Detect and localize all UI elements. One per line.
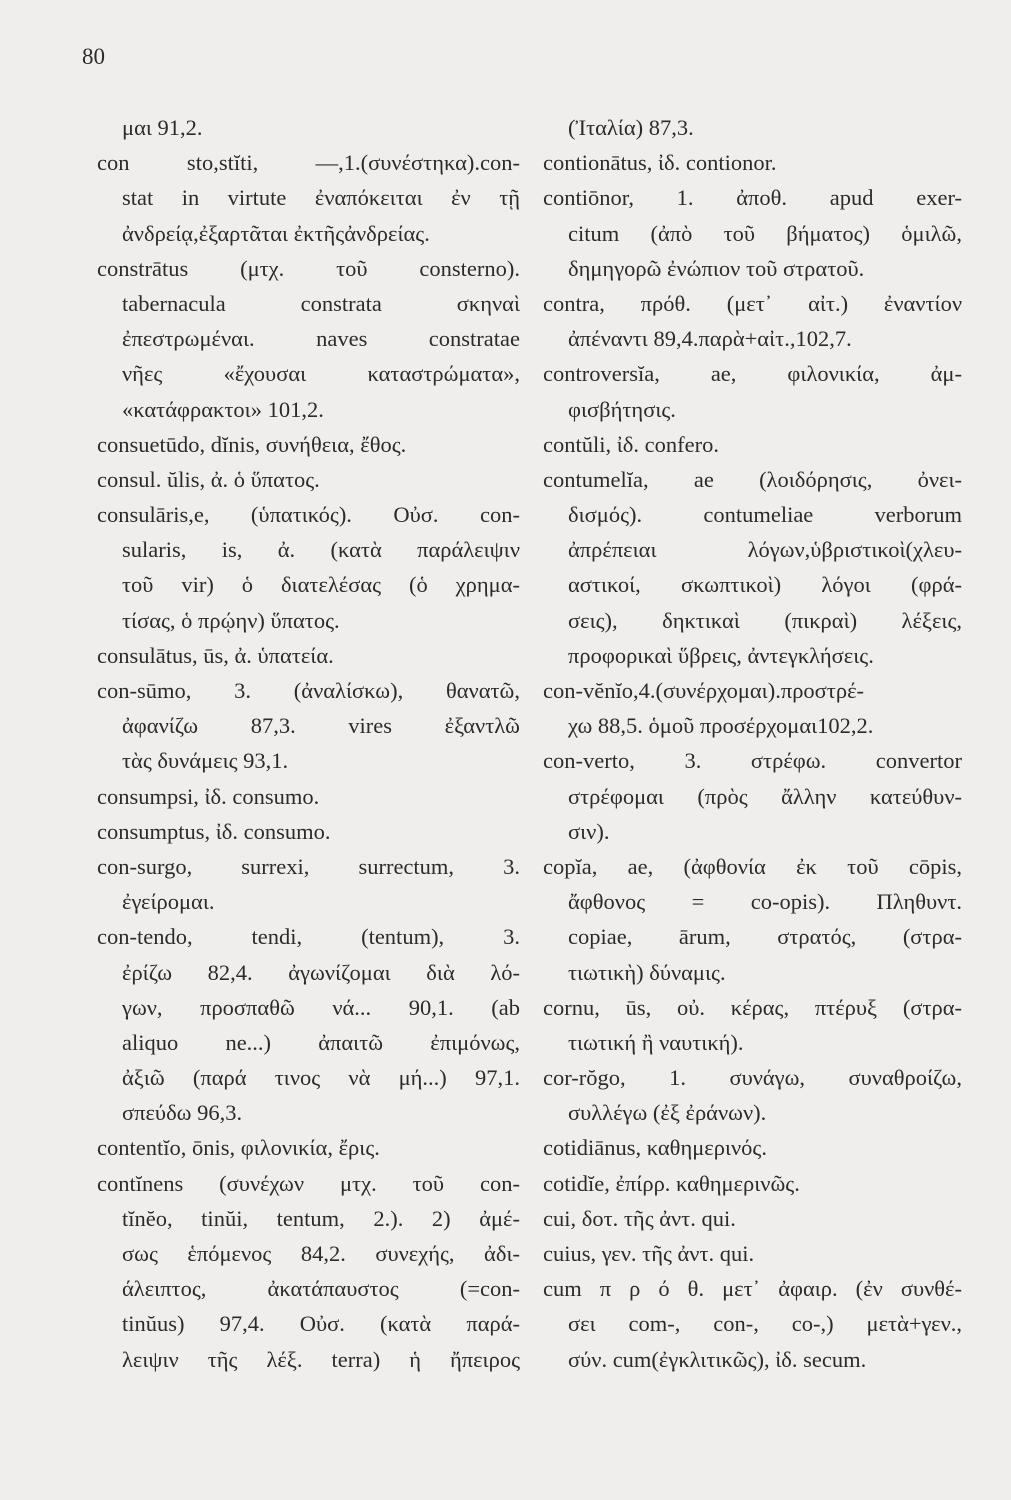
entry-line: tabernacula constrata σκηναὶ bbox=[122, 290, 520, 316]
entry-line: aliquo ne...) ἀπαιτῶ ἐπιμόνως, bbox=[122, 1029, 520, 1055]
entry-line: γων, προσπαθῶ νά... 90,1. (ab bbox=[122, 994, 520, 1020]
left-column bbox=[97, 110, 520, 1377]
dictionary-entry bbox=[543, 1236, 962, 1271]
entry-line: μαι 91,2. bbox=[122, 115, 203, 140]
entry-headword-line: contentĭo, ōnis, φιλονικία, ἔρις. bbox=[97, 1135, 380, 1161]
entry-line: ἀπέναντι 89,4.παρὰ+αἰτ.,102,7. bbox=[568, 326, 852, 352]
dictionary-entry bbox=[543, 990, 962, 1060]
entry-line: τίσας, ὁ πρῴην) ὕπατος. bbox=[122, 607, 340, 633]
entry-headword-line: cum π ρ ό θ. μετ᾽ ἀφαιρ. (ἐν συνθέ- bbox=[543, 1276, 962, 1302]
entry-line: tĭnĕo, tinŭi, tentum, 2.). 2) ἀμέ- bbox=[122, 1205, 520, 1231]
dictionary-entry bbox=[97, 145, 520, 251]
entry-headword-line: contumelĭa, ae (λοιδόρησις, ὀνει- bbox=[543, 466, 962, 492]
entry-headword-line: constrātus (μτχ. τοῦ consterno). bbox=[97, 255, 520, 281]
dictionary-entry bbox=[543, 1271, 962, 1377]
dictionary-entry bbox=[543, 1130, 962, 1165]
entry-line: stat in virtute ἐναπόκειται ἐν τῇ bbox=[122, 185, 520, 211]
dictionary-entry bbox=[543, 1201, 962, 1236]
dictionary-entry bbox=[543, 286, 962, 356]
entry-line: δισμός). contumeliae verborum bbox=[568, 502, 962, 528]
entry-line: προφορικαὶ ὕβρεις, ἀντεγκλήσεις. bbox=[568, 642, 874, 668]
entry-line: ἐπεστρωμέναι. naves constratae bbox=[122, 326, 520, 352]
entry-headword-line: con-vĕnĭo,4.(συνέρχομαι).προστρέ- bbox=[543, 678, 865, 703]
entry-headword-line: contĭnens (συνέχων μτχ. τοῦ con- bbox=[97, 1170, 520, 1196]
entry-line: αστικοί, σκωπτικοὶ) λόγοι (φρά- bbox=[568, 572, 962, 598]
entry-headword-line: contionātus, ἰδ. contionor. bbox=[543, 150, 777, 176]
entry-line: (Ἰταλία) 87,3. bbox=[568, 115, 694, 140]
entry-line: χω 88,5. ὁμοῦ προσέρχομαι102,2. bbox=[568, 713, 874, 739]
entry-headword-line: consumptus, ἰδ. consumo. bbox=[97, 818, 331, 844]
entry-line: ἐγείρομαι. bbox=[122, 889, 215, 915]
entry-line: νῆες «ἔχουσαι καταστρώματα», bbox=[122, 361, 520, 387]
dictionary-entry bbox=[97, 1130, 520, 1165]
entry-line: σιν). bbox=[568, 818, 610, 844]
dictionary-entry bbox=[543, 1166, 962, 1201]
dictionary-entry bbox=[543, 110, 962, 145]
entry-line: ἀφανίζω 87,3. vires ἐξαντλῶ bbox=[122, 713, 520, 739]
dictionary-entry bbox=[97, 673, 520, 779]
entry-headword-line: con sto,stĭti, —,1.(συνέστηκα).con- bbox=[97, 150, 520, 176]
entry-line: δημηγορῶ ἐνώπιον τοῦ στρατοῦ. bbox=[568, 255, 865, 281]
dictionary-entry bbox=[97, 919, 520, 1130]
dictionary-entry bbox=[543, 427, 962, 462]
entry-headword-line: cui, δοτ. τῆς ἀντ. qui. bbox=[543, 1205, 736, 1231]
entry-headword-line: contiōnor, 1. ἀποθ. apud exer- bbox=[543, 185, 962, 211]
dictionary-entry bbox=[543, 743, 962, 849]
entry-headword-line: copĭa, ae, (ἀφθονία ἐκ τοῦ cōpis, bbox=[543, 853, 962, 879]
entry-headword-line: consul. ŭlis, ἀ. ὁ ὕπατος. bbox=[97, 466, 320, 492]
dictionary-entry bbox=[97, 814, 520, 849]
dictionary-entry bbox=[97, 497, 520, 638]
entry-headword-line: cornu, ūs, οὐ. κέρας, πτέρυξ (στρα- bbox=[543, 994, 962, 1020]
entry-headword-line: controversĭa, ae, φιλονικία, ἀμ- bbox=[543, 361, 962, 387]
entry-line: citum (ἀπὸ τοῦ βήματος) ὁμιλῶ, bbox=[568, 220, 962, 246]
entry-line: ἐρίζω 82,4. ἀγωνίζομαι διὰ λό- bbox=[122, 959, 520, 985]
entry-line: σως ἑπόμενος 84,2. συνεχής, ἀδι- bbox=[122, 1241, 520, 1266]
dictionary-entry bbox=[97, 462, 520, 497]
entry-line: ἀπρέπειαι λόγων,ὑβριστικοὶ(χλευ- bbox=[568, 537, 962, 563]
entry-line: sularis, is, ἀ. (κατὰ παράλειψιν bbox=[122, 537, 520, 563]
dictionary-entry bbox=[97, 638, 520, 673]
entry-line: σπεύδω 96,3. bbox=[122, 1100, 243, 1126]
dictionary-entry bbox=[97, 779, 520, 814]
dictionary-entry bbox=[97, 110, 520, 145]
dictionary-entry bbox=[543, 673, 962, 743]
dictionary-entry bbox=[543, 1060, 962, 1130]
dictionary-entry bbox=[543, 180, 962, 286]
dictionary-entry bbox=[97, 1166, 520, 1377]
dictionary-entry bbox=[97, 427, 520, 462]
entry-line: copiae, ārum, στρατός, (στρα- bbox=[568, 924, 962, 950]
entry-line: σύν. cum(ἐγκλιτικῶς), ἰδ. secum. bbox=[568, 1346, 867, 1372]
entry-line: στρέφομαι (πρὸς ἄλλην κατεύθυν- bbox=[568, 783, 962, 809]
dictionary-entry bbox=[543, 462, 962, 673]
entry-line: σει com-, con-, co-,) μετὰ+γεν., bbox=[568, 1311, 962, 1337]
entry-headword-line: contŭli, ἰδ. confero. bbox=[543, 431, 719, 457]
entry-line: τιωτική ἢ ναυτική). bbox=[568, 1029, 744, 1055]
dictionary-entry bbox=[97, 251, 520, 427]
entry-headword-line: consumpsi, ἰδ. consumo. bbox=[97, 783, 320, 809]
entry-line: «κατάφρακτοι» 101,2. bbox=[122, 396, 324, 422]
dictionary-entry bbox=[97, 849, 520, 919]
entry-headword-line: con-tendo, tendi, (tentum), 3. bbox=[97, 924, 520, 950]
entry-headword-line: consuetūdo, dĭnis, συνήθεια, ἔθος. bbox=[97, 431, 407, 457]
entry-headword-line: cotidĭe, ἐπίρρ. καθημερινῶς. bbox=[543, 1170, 800, 1196]
entry-headword-line: con-verto, 3. στρέφω. convertor bbox=[543, 748, 962, 774]
entry-headword-line: con-sūmo, 3. (ἀναλίσκω), θανατῶ, bbox=[97, 678, 520, 703]
entry-line: ἀνδρείᾳ,ἐξαρτᾶται ἐκτῆςἀνδρείας. bbox=[122, 220, 430, 246]
entry-headword-line: consulātus, ūs, ἀ. ὑπατεία. bbox=[97, 642, 334, 668]
dictionary-entry bbox=[543, 145, 962, 180]
entry-headword-line: cor-rŏgo, 1. συνάγω, συναθροίζω, bbox=[543, 1065, 962, 1091]
entry-headword-line: cuius, γεν. τῆς ἀντ. qui. bbox=[543, 1241, 755, 1266]
entry-line: λειψιν τῆς λέξ. terra) ἡ ἤπειρος bbox=[122, 1346, 520, 1372]
entry-headword-line: cotidiānus, καθημερινός. bbox=[543, 1135, 767, 1161]
entry-headword-line: consulāris,e, (ὑπατικός). Οὐσ. con- bbox=[97, 502, 520, 528]
dictionary-entry bbox=[543, 849, 962, 990]
entry-line: τὰς δυνάμεις 93,1. bbox=[122, 748, 289, 774]
dictionary-entry bbox=[543, 356, 962, 426]
entry-line: φισβήτησις. bbox=[568, 396, 676, 422]
entry-headword-line: contra, πρόθ. (μετ᾽ αἰτ.) ἐναντίον bbox=[543, 290, 962, 316]
entry-headword-line: con-surgo, surrexi, surrectum, 3. bbox=[97, 853, 520, 879]
entry-line: ἄφθονος = co-opis). Πληθυντ. bbox=[568, 889, 962, 915]
entry-line: συλλέγω (ἐξ ἐράνων). bbox=[568, 1100, 767, 1126]
entry-line: tinŭus) 97,4. Οὐσ. (κατὰ παρά- bbox=[122, 1311, 520, 1337]
entry-line: άλειπτος, ἀκατάπαυστος (=con- bbox=[122, 1276, 520, 1302]
page-number: 80 bbox=[82, 44, 105, 69]
entry-line: σεις), δηκτικαὶ (πικραὶ) λέξεις, bbox=[568, 607, 962, 633]
right-column bbox=[543, 110, 962, 1377]
entry-line: τοῦ vir) ὁ διατελέσας (ὁ χρημα- bbox=[122, 572, 520, 598]
entry-line: τιωτικὴ) δύναμις. bbox=[568, 959, 726, 985]
entry-line: ἀξιῶ (παρά τινος νὰ μή...) 97,1. bbox=[122, 1065, 520, 1091]
